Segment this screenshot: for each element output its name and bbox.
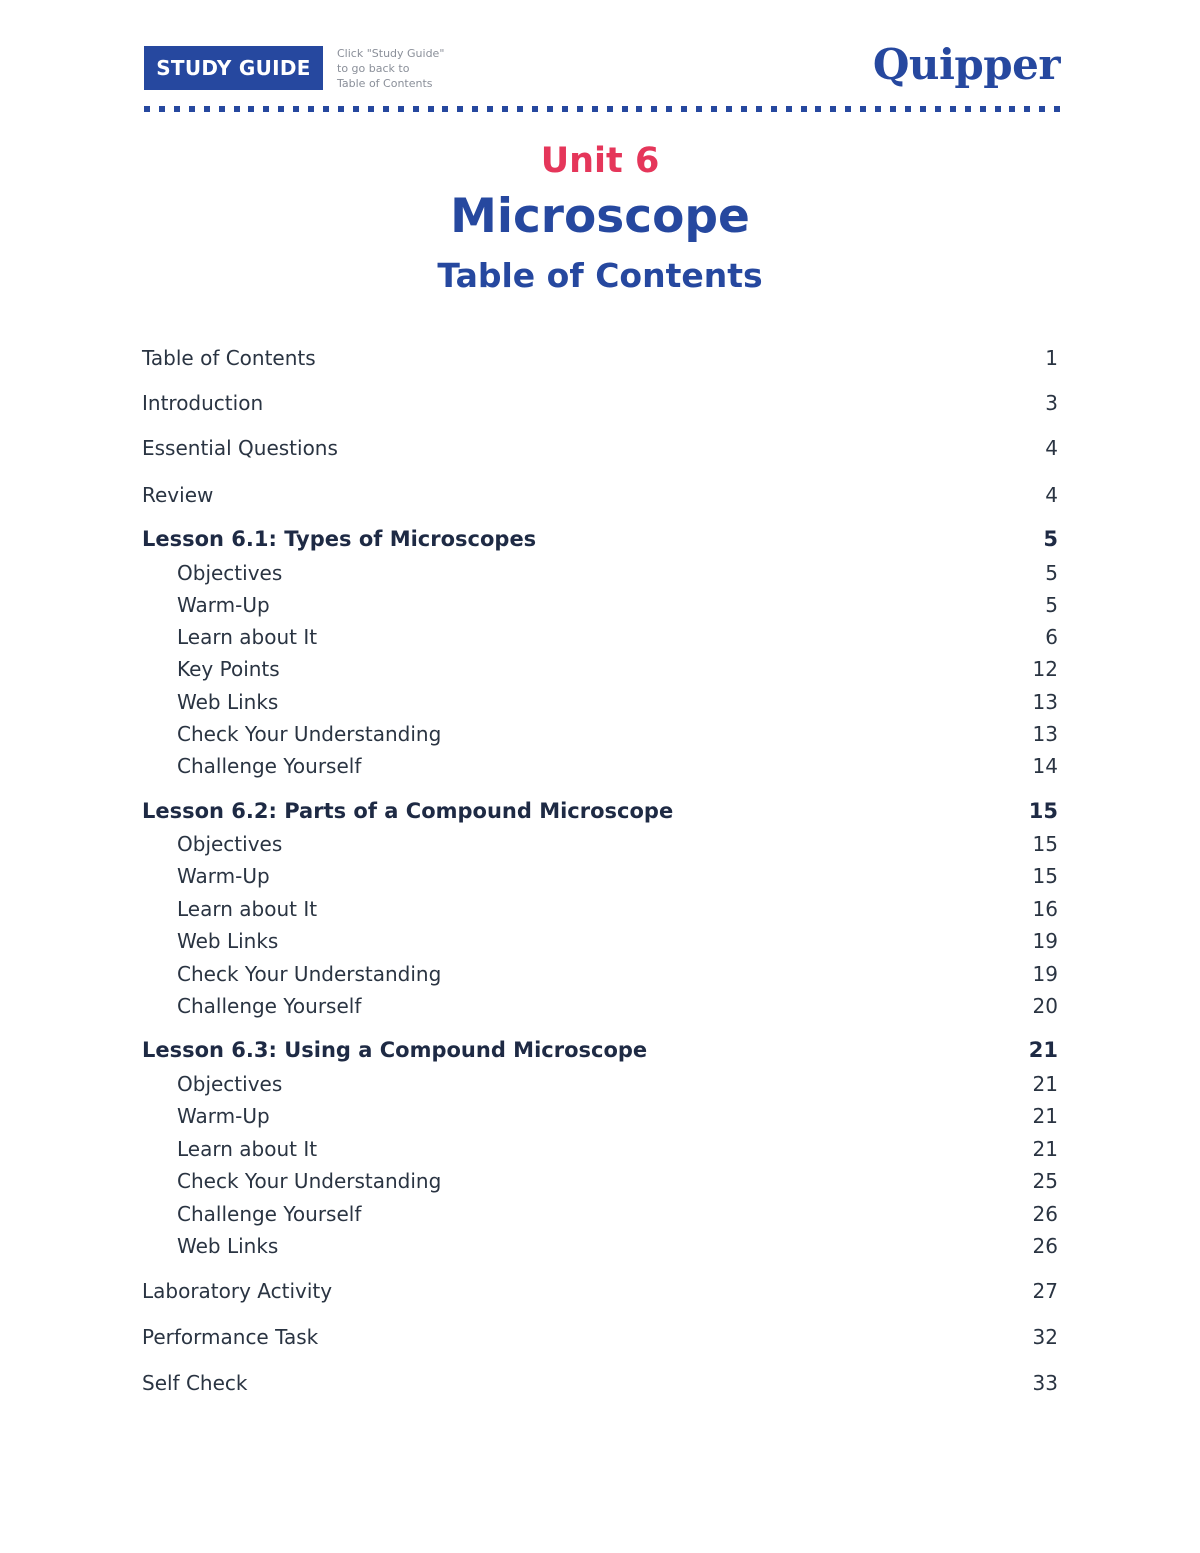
toc-entry[interactable]	[177, 962, 1058, 986]
toc-entry-label: Web Links	[177, 690, 279, 714]
toc-entry-label: Warm-Up	[177, 593, 270, 617]
divider-dot	[875, 106, 881, 112]
toc-entry[interactable]	[142, 436, 1058, 460]
toc-entry[interactable]	[142, 799, 1058, 823]
toc-entry-page: 4	[1045, 436, 1058, 460]
toc-entry-label: Table of Contents	[142, 346, 316, 370]
toc-entry-page: 26	[1032, 1202, 1058, 1226]
page-title: Microscope	[450, 189, 750, 244]
toc-entry[interactable]	[177, 561, 1058, 585]
toc-heading: Table of Contents	[437, 256, 763, 295]
toc-entry-label: Learn about It	[177, 1137, 318, 1161]
divider-dot	[174, 106, 180, 112]
divider-dot	[1054, 106, 1060, 112]
toc-entry-label: Challenge Yourself	[177, 994, 362, 1018]
divider-dot	[442, 106, 448, 112]
divider-dot	[562, 106, 568, 112]
toc-entry-page: 6	[1045, 625, 1058, 649]
toc-entry-label: Performance Task	[142, 1325, 319, 1349]
toc-entry-page: 3	[1045, 391, 1058, 415]
divider-dot	[144, 106, 150, 112]
toc-entry-label: Challenge Yourself	[177, 754, 362, 778]
toc-entry-page: 12	[1032, 657, 1058, 681]
toc-entry-page: 21	[1032, 1104, 1058, 1128]
divider-dot	[263, 106, 269, 112]
toc-entry-page: 20	[1032, 994, 1058, 1018]
unit-label: Unit 6	[540, 141, 660, 181]
divider-dot	[1039, 106, 1045, 112]
hint-line: Table of Contents	[337, 77, 433, 90]
divider-dot	[457, 106, 463, 112]
divider-dot	[189, 106, 195, 112]
toc-entry-label: Web Links	[177, 1234, 279, 1258]
toc-entry[interactable]	[142, 483, 1058, 507]
divider-dot	[651, 106, 657, 112]
divider-dot	[860, 106, 866, 112]
toc-entry-page: 16	[1032, 897, 1058, 921]
toc-entry-label: Warm-Up	[177, 1104, 270, 1128]
toc-entry-page: 13	[1032, 722, 1058, 746]
toc-entry-label: Lesson 6.2: Parts of a Compound Microscope	[142, 799, 674, 823]
toc-entry-label: Check Your Understanding	[177, 722, 442, 746]
toc-entry-page: 13	[1032, 690, 1058, 714]
divider-dot	[1024, 106, 1030, 112]
divider-dot	[636, 106, 642, 112]
divider-dot	[577, 106, 583, 112]
toc-entry[interactable]	[177, 1072, 1058, 1096]
toc-entry-label: Check Your Understanding	[177, 1169, 442, 1193]
divider-dot	[472, 106, 478, 112]
divider-dot	[368, 106, 374, 112]
toc-entry[interactable]	[177, 1137, 1058, 1161]
divider-dot	[756, 106, 762, 112]
back-to-toc-hint	[337, 46, 444, 91]
toc-entry[interactable]	[177, 1234, 1058, 1258]
toc-entry-label: Learn about It	[177, 625, 318, 649]
toc-entry[interactable]	[142, 1038, 1058, 1062]
toc-entry[interactable]	[177, 657, 1058, 681]
toc-entry[interactable]	[177, 754, 1058, 778]
toc-entry-label: Self Check	[142, 1371, 248, 1395]
divider-dot	[935, 106, 941, 112]
divider-dot	[905, 106, 911, 112]
toc-entry-page: 27	[1032, 1279, 1058, 1303]
toc-entry-label: Check Your Understanding	[177, 962, 442, 986]
toc-entry[interactable]	[177, 1202, 1058, 1226]
toc-entry[interactable]	[177, 897, 1058, 921]
divider-dot	[771, 106, 777, 112]
divider-dot	[398, 106, 404, 112]
toc-entry[interactable]	[177, 593, 1058, 617]
toc-entry[interactable]	[142, 1279, 1058, 1303]
divider-dot	[293, 106, 299, 112]
divider-dot	[965, 106, 971, 112]
toc-entry-page: 15	[1032, 832, 1058, 856]
toc-entry[interactable]	[142, 346, 1058, 370]
toc-entry-label: Objectives	[177, 561, 283, 585]
toc-entry-page: 5	[1045, 593, 1058, 617]
divider-dot	[666, 106, 672, 112]
toc-entry-label: Challenge Yourself	[177, 1202, 362, 1226]
toc-entry[interactable]	[177, 722, 1058, 746]
divider-dot	[607, 106, 613, 112]
divider-dot	[1009, 106, 1015, 112]
toc-entry-label: Objectives	[177, 832, 283, 856]
divider-dot	[845, 106, 851, 112]
toc-entry-label: Web Links	[177, 929, 279, 953]
toc-entry-page: 5	[1045, 561, 1058, 585]
toc-entry-label: Review	[142, 483, 214, 507]
toc-entry[interactable]	[177, 832, 1058, 856]
toc-entry-label: Lesson 6.3: Using a Compound Microscope	[142, 1038, 648, 1062]
divider-dot	[323, 106, 329, 112]
divider-dot	[338, 106, 344, 112]
toc-entry[interactable]	[142, 1371, 1058, 1395]
toc-entry-page: 15	[1032, 864, 1058, 888]
toc-entry-page: 1	[1045, 346, 1058, 370]
divider-dot	[487, 106, 493, 112]
divider-dot	[711, 106, 717, 112]
toc-entry[interactable]	[142, 1325, 1058, 1349]
toc-entry-label: Learn about It	[177, 897, 318, 921]
divider-dot	[532, 106, 538, 112]
divider-dot	[622, 106, 628, 112]
toc-entry-page: 4	[1045, 483, 1058, 507]
divider-dot	[428, 106, 434, 112]
toc-entry-label: Warm-Up	[177, 864, 270, 888]
toc-entry[interactable]	[177, 690, 1058, 714]
toc-entry[interactable]	[142, 527, 1058, 551]
study-guide-button[interactable]: STUDY GUIDE	[144, 46, 323, 90]
divider-dot	[786, 106, 792, 112]
divider-dot	[248, 106, 254, 112]
divider-dot	[950, 106, 956, 112]
toc-entry-label: Key Points	[177, 657, 280, 681]
toc-entry[interactable]	[177, 1104, 1058, 1128]
divider-dot	[502, 106, 508, 112]
divider-dot	[890, 106, 896, 112]
divider-dot	[353, 106, 359, 112]
divider-dot	[204, 106, 210, 112]
toc-entry-page: 21	[1032, 1072, 1058, 1096]
divider-dot	[219, 106, 225, 112]
toc-entry-page: 15	[1028, 799, 1058, 823]
divider-dot	[278, 106, 284, 112]
divider-dot	[517, 106, 523, 112]
toc-entry[interactable]	[177, 625, 1058, 649]
divider-dot	[592, 106, 598, 112]
toc-entry[interactable]	[177, 1169, 1058, 1193]
toc-entry-label: Essential Questions	[142, 436, 338, 460]
toc-entry-page: 32	[1032, 1325, 1058, 1349]
divider-dot	[815, 106, 821, 112]
toc-entry-page: 19	[1032, 962, 1058, 986]
divider-dot	[980, 106, 986, 112]
toc-entry-page: 21	[1032, 1137, 1058, 1161]
toc-entry-label: Objectives	[177, 1072, 283, 1096]
divider-dot	[830, 106, 836, 112]
toc-entry-label: Laboratory Activity	[142, 1279, 333, 1303]
divider-dot	[995, 106, 1001, 112]
toc-entry-page: 33	[1032, 1371, 1058, 1395]
hint-line: Click "Study Guide"	[337, 47, 445, 60]
toc-entry-label: Lesson 6.1: Types of Microscopes	[142, 527, 537, 551]
divider-dot	[920, 106, 926, 112]
divider-dot	[741, 106, 747, 112]
toc-entry[interactable]	[177, 864, 1058, 888]
divider-dot	[383, 106, 389, 112]
brand-logo: Quipper	[872, 40, 1060, 89]
divider-dot	[234, 106, 240, 112]
toc-entry-page: 25	[1032, 1169, 1058, 1193]
toc-entry-page: 21	[1028, 1038, 1058, 1062]
dotted-divider	[144, 106, 1061, 114]
toc-entry-page: 26	[1032, 1234, 1058, 1258]
divider-dot	[726, 106, 732, 112]
divider-dot	[308, 106, 314, 112]
divider-dot	[681, 106, 687, 112]
divider-dot	[159, 106, 165, 112]
divider-dot	[696, 106, 702, 112]
divider-dot	[801, 106, 807, 112]
toc-entry-page: 14	[1032, 754, 1058, 778]
toc-entry[interactable]	[177, 929, 1058, 953]
toc-entry-label: Introduction	[142, 391, 264, 415]
divider-dot	[413, 106, 419, 112]
hint-line: to go back to	[337, 62, 410, 75]
toc-entry-page: 19	[1032, 929, 1058, 953]
divider-dot	[547, 106, 553, 112]
toc-entry-page: 5	[1043, 527, 1058, 551]
toc-entry[interactable]	[142, 391, 1058, 415]
toc-entry[interactable]	[177, 994, 1058, 1018]
